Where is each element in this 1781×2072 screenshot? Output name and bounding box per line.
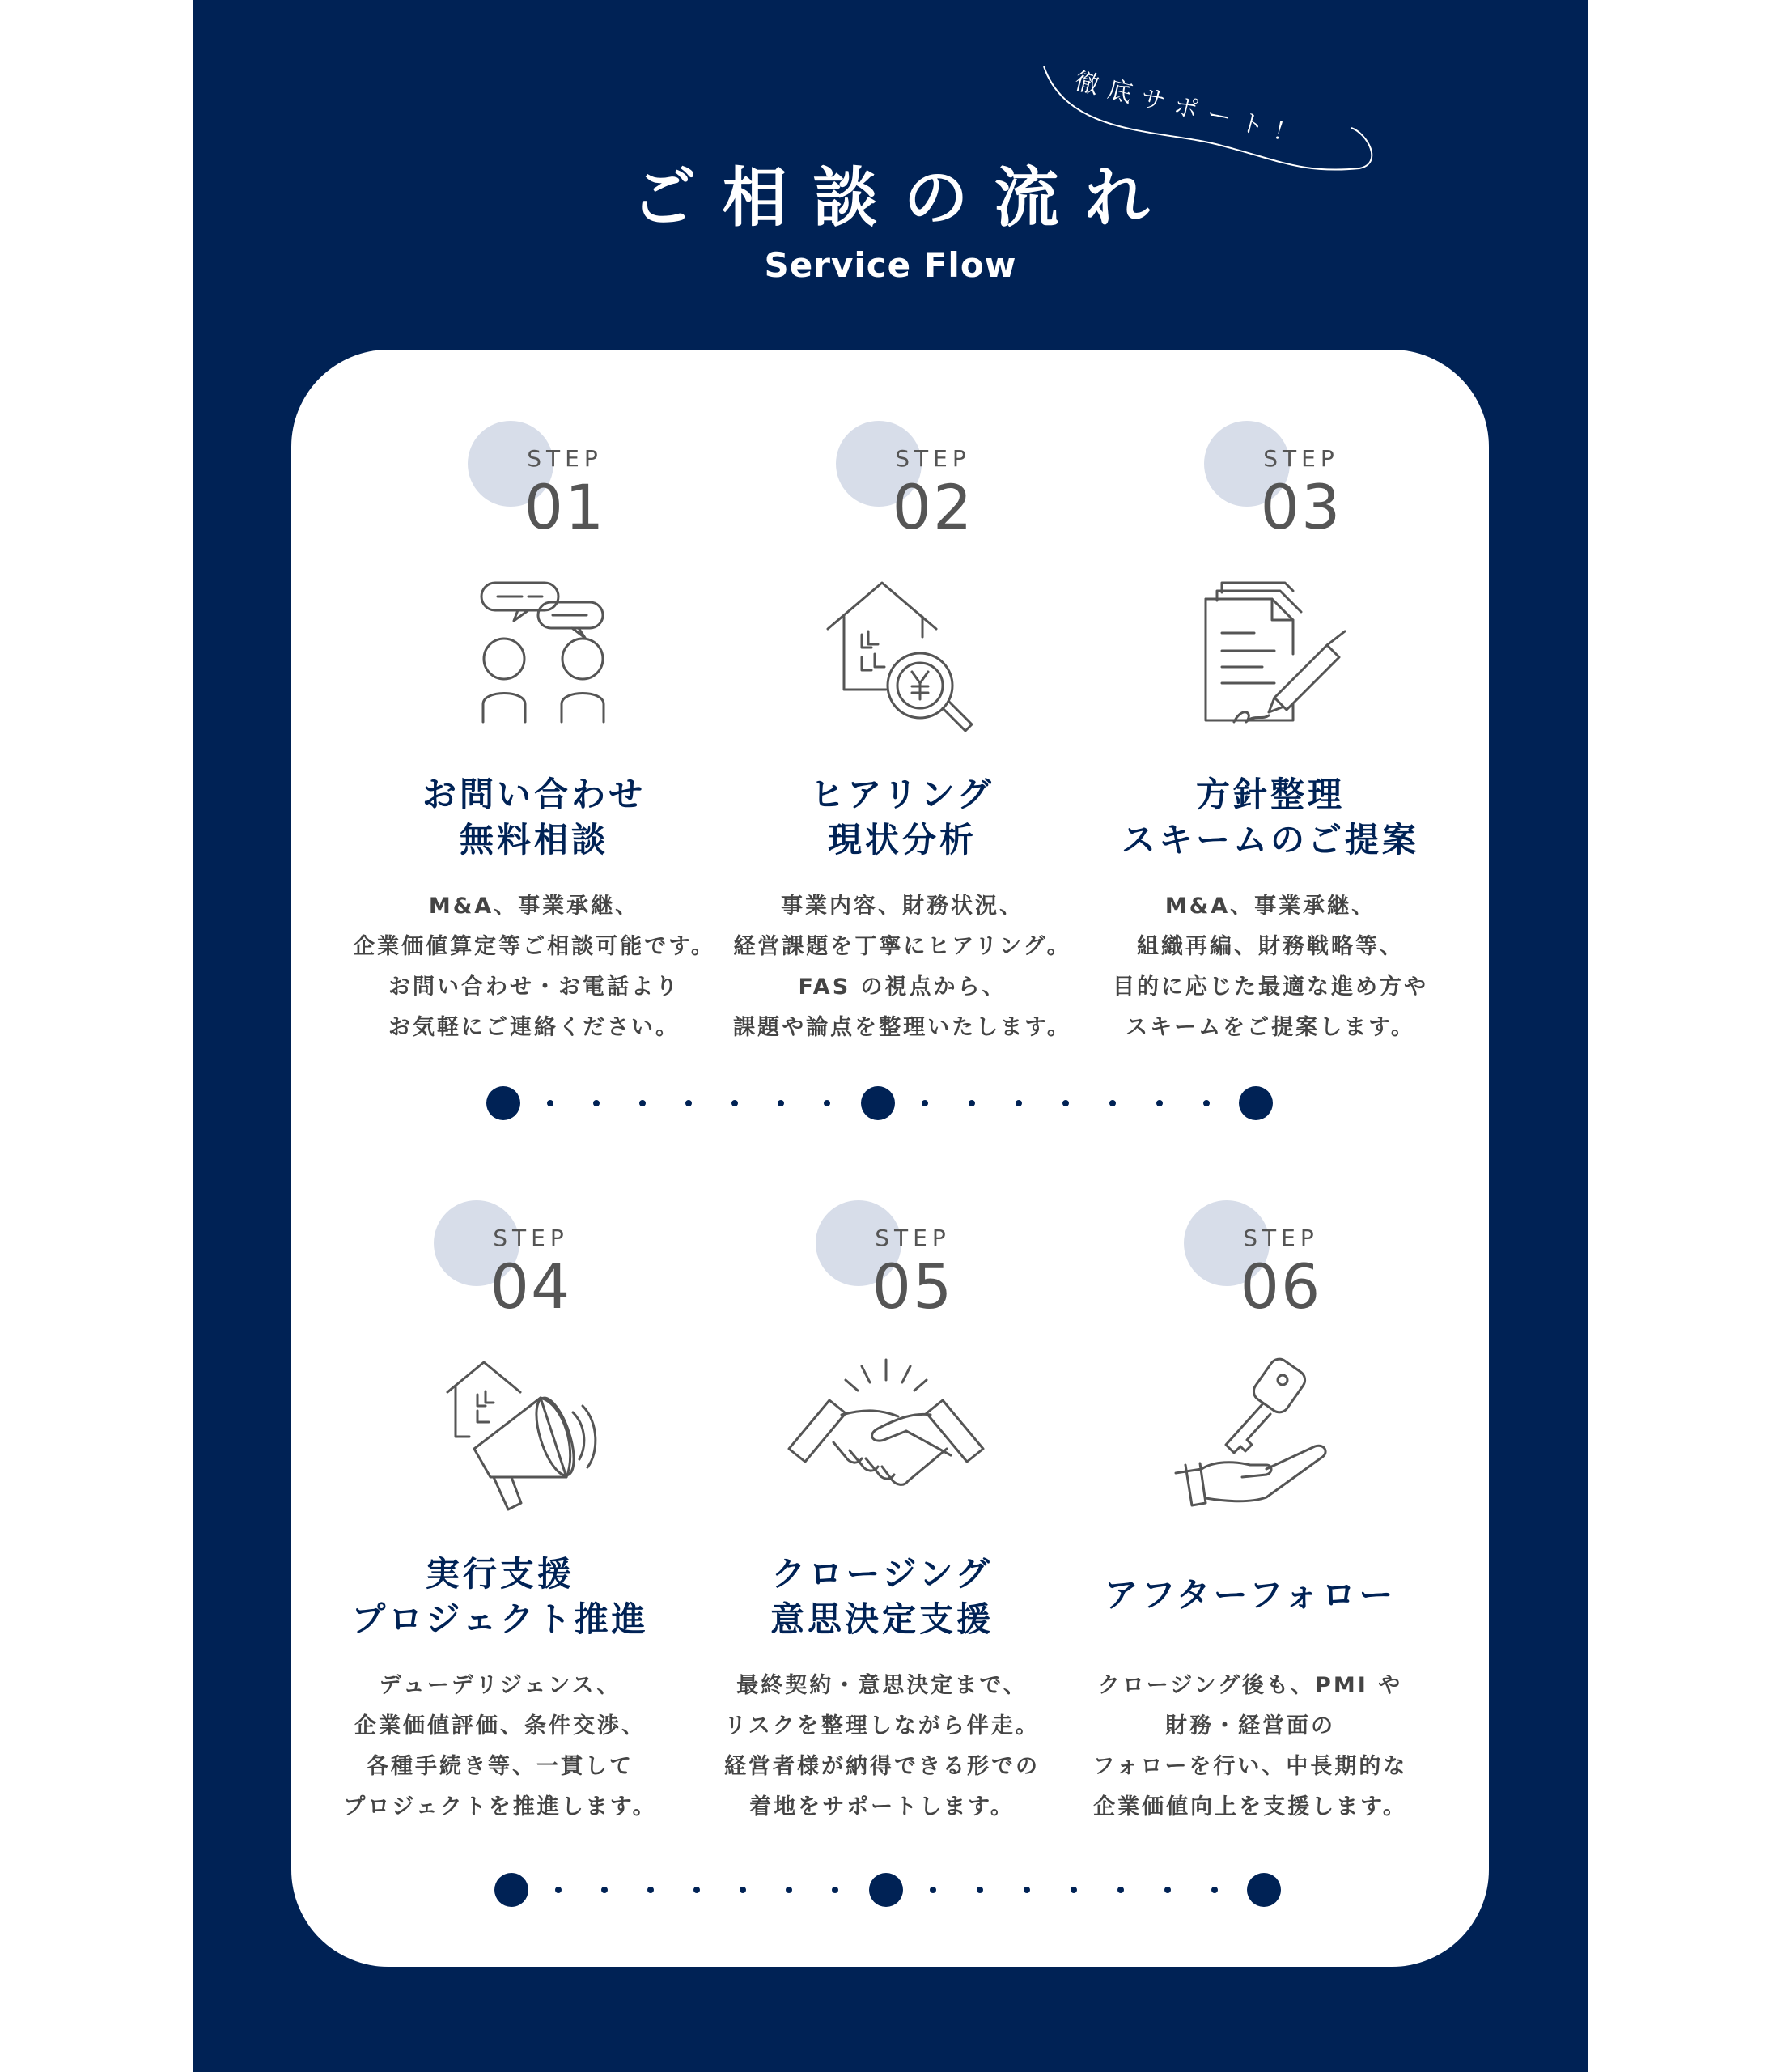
- step-01-description: [348, 886, 720, 1048]
- step-01-desc-line: お問い合わせ・お電話より: [388, 974, 680, 1000]
- step-01-desc-line: M&A、事業承継、: [428, 894, 640, 919]
- step-03-title-line: 方針整理: [1195, 775, 1345, 814]
- step-01-desc-line: 企業価値算定等ご相談可能です。: [353, 934, 715, 959]
- step-06-desc-line: フォローを行い、中長期的な: [1092, 1754, 1408, 1779]
- consultation-people-icon: [473, 576, 627, 730]
- step-04-desc-line: 企業価値評価、条件交渉、: [354, 1713, 646, 1739]
- step-03-label: STEP: [1263, 445, 1339, 472]
- step-06-title-line: アフターフォロー: [1104, 1575, 1397, 1615]
- flow-card: [291, 350, 1489, 1967]
- step-06-desc-line: 財務・経営面の: [1165, 1713, 1335, 1739]
- hand-key-icon: [1169, 1356, 1331, 1518]
- step-06-description: [1064, 1666, 1436, 1828]
- step-05-title: [696, 1552, 1068, 1642]
- step-05-number: 05: [871, 1250, 954, 1323]
- step-03-description: [1084, 886, 1457, 1048]
- step-01-desc-line: お気軽にご連絡ください。: [388, 1015, 680, 1040]
- step-04-desc-line: 各種手続き等、一貫して: [367, 1754, 634, 1779]
- step-02-label: STEP: [895, 445, 971, 472]
- progress-dots-row-2: [494, 1871, 1303, 1909]
- step-06-title: [1064, 1573, 1436, 1618]
- step-01-title: [348, 772, 720, 863]
- page-title: ご相談の流れ: [631, 160, 1176, 236]
- step-01-title-line: お問い合わせ: [422, 775, 646, 814]
- step-04-label: STEP: [493, 1225, 569, 1251]
- step-06-number: 06: [1240, 1250, 1322, 1323]
- step-03-desc-line: M&A、事業承継、: [1164, 894, 1376, 919]
- step-06-desc-line: 企業価値向上を支援します。: [1093, 1794, 1407, 1819]
- step-04-desc-line: プロジェクトを推進します。: [343, 1794, 657, 1819]
- handshake-icon: [785, 1352, 987, 1514]
- step-02-description: [716, 886, 1088, 1048]
- step-02-desc-line: 経営課題を丁寧にヒアリング。: [733, 934, 1071, 959]
- step-01-label: STEP: [527, 445, 603, 472]
- step-05-title-line: 意思決定支援: [770, 1599, 994, 1639]
- step-05-desc-line: 経営者様が納得できる形での: [724, 1754, 1040, 1779]
- step-04-title-line: 実行支援: [425, 1554, 575, 1594]
- step-04-description: [314, 1666, 686, 1828]
- step-02-title: [716, 772, 1088, 863]
- page-subtitle: Service Flow: [764, 245, 1017, 285]
- step-06-desc-line: クロージング後も、PMI や: [1097, 1673, 1403, 1698]
- step-02-desc-line: FAS の視点から、: [798, 974, 1007, 1000]
- step-05-label: STEP: [875, 1225, 951, 1251]
- step-01-number: 01: [524, 471, 606, 543]
- step-02-number: 02: [892, 471, 974, 543]
- progress-dots-row-1: [486, 1085, 1295, 1122]
- step-05-description: [696, 1666, 1068, 1828]
- step-03-title: [1084, 772, 1457, 863]
- step-05-title-line: クロージング: [771, 1554, 993, 1594]
- step-03-desc-line: 組織再編、財務戦略等、: [1137, 934, 1404, 959]
- step-03-number: 03: [1260, 471, 1342, 543]
- step-05-desc-line: 最終契約・意思決定まで、: [736, 1673, 1028, 1698]
- step-01-title-line: 無料相談: [459, 820, 609, 860]
- step-06-label: STEP: [1243, 1225, 1319, 1251]
- step-04-desc-line: デューデリジェンス、: [379, 1673, 621, 1698]
- step-04-number: 04: [490, 1250, 572, 1323]
- step-04-title: [314, 1552, 686, 1642]
- step-03-title-line: スキームのご提案: [1121, 820, 1419, 860]
- step-03-desc-line: 目的に応じた最適な進め方や: [1113, 974, 1428, 1000]
- document-pen-icon: [1198, 576, 1351, 738]
- step-05-desc-line: 着地をサポートします。: [749, 1794, 1015, 1819]
- house-megaphone-icon: [443, 1356, 605, 1518]
- house-yen-magnifier-icon: [821, 576, 991, 738]
- step-02-title-line: 現状分析: [827, 820, 977, 860]
- step-02-desc-line: 事業内容、財務状況、: [781, 894, 1024, 919]
- step-02-title-line: ヒアリング: [810, 775, 994, 814]
- step-04-title-line: プロジェクト推進: [351, 1599, 649, 1639]
- step-02-desc-line: 課題や論点を整理いたします。: [733, 1015, 1071, 1040]
- step-03-desc-line: スキームをご提案します。: [1126, 1015, 1415, 1040]
- tagline: 徹底サポート！: [1071, 66, 1310, 152]
- step-05-desc-line: リスクを整理しながら伴走。: [724, 1713, 1040, 1739]
